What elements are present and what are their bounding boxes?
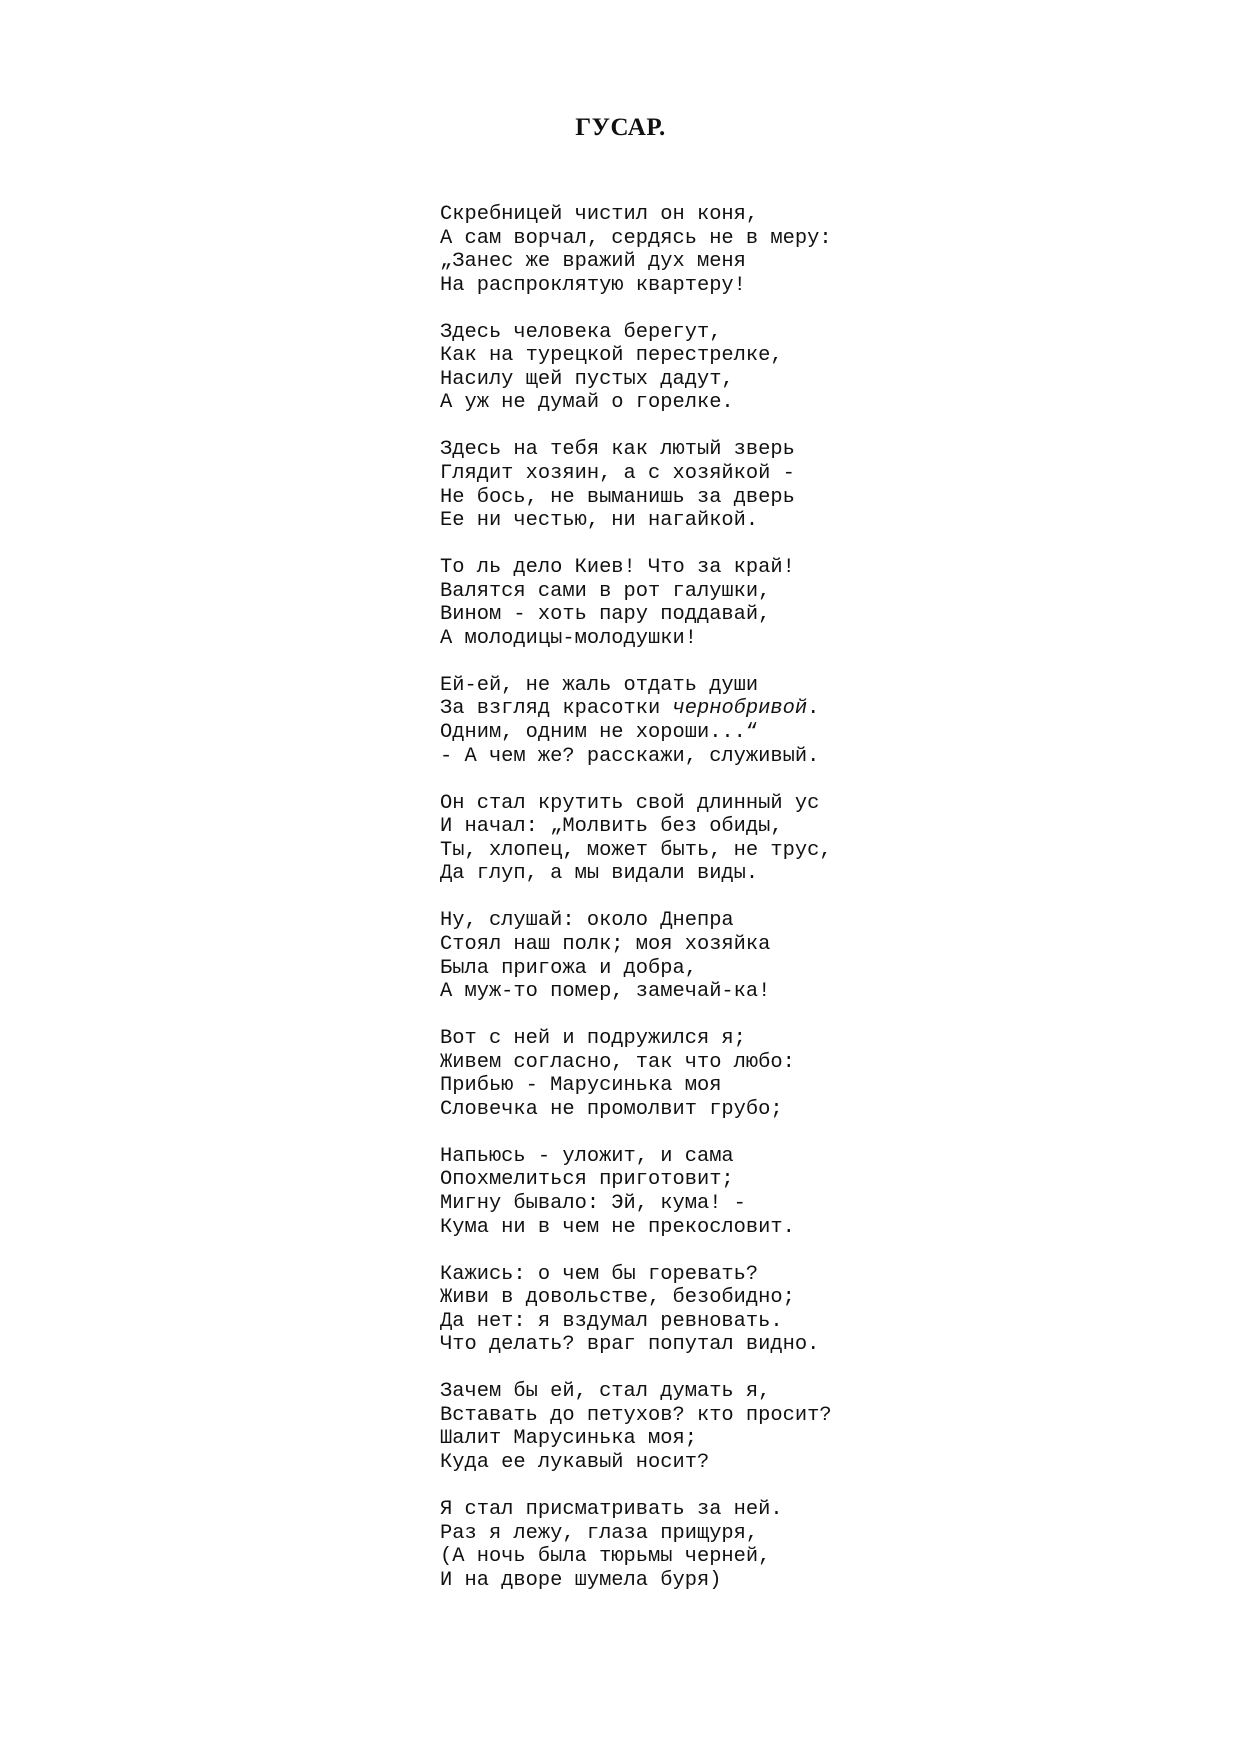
poem-line: [440, 933, 832, 957]
poem-line: [440, 909, 832, 933]
poem-line: [440, 862, 832, 886]
poem-line: [440, 1216, 832, 1240]
poem-line-text: Вином - хоть пару поддавай,: [440, 603, 771, 627]
poem-line: [440, 745, 832, 769]
poem-line: [440, 1168, 832, 1192]
poem-line: [440, 203, 832, 227]
poem-line: [440, 603, 832, 627]
stanza: [440, 909, 832, 1003]
poem-line-italic: чернобривой: [672, 697, 808, 721]
poem-line: [440, 1310, 832, 1334]
poem-line-text: И начал: „Молвить без обиды,: [440, 815, 783, 839]
poem-line-text: И на дворе шумела буря): [440, 1568, 722, 1592]
poem-line-text: Глядит хозяин, а с хозяйкой -: [440, 462, 795, 486]
poem-line: [440, 1074, 832, 1098]
poem-line-text: Была пригожа и добра,: [440, 956, 697, 980]
poem-line-text: Он стал крутить свой длинный ус: [440, 791, 820, 815]
poem-line: [440, 1451, 832, 1475]
poem-line: [440, 344, 832, 368]
poem-line: [440, 368, 832, 392]
poem-line: [440, 321, 832, 345]
poem-line: [440, 274, 832, 298]
poem-line-text: Куда ее лукавый носит?: [440, 1450, 710, 1474]
poem-line-text: Ты, хлопец, может быть, не трус,: [440, 838, 832, 862]
stanza: [440, 321, 832, 415]
poem-line-text: Живи в довольстве, безобидно;: [440, 1286, 795, 1310]
poem-line-text: Прибью - Марусинька моя: [440, 1074, 722, 1098]
poem-line-text: А молодицы-молодушки!: [440, 626, 697, 650]
poem-line: [440, 462, 832, 486]
poem-line-text: Стоял наш полк; моя хозяйка: [440, 932, 771, 956]
poem-line-text: Кума ни в чем не прекословит.: [440, 1215, 795, 1239]
poem-line: [440, 721, 832, 745]
poem-line: [440, 250, 832, 274]
stanza: [440, 438, 832, 532]
poem-line-text: Живем согласно, так что любо:: [440, 1050, 795, 1074]
poem-line-text: Как на турецкой перестрелке,: [440, 344, 783, 368]
poem-line: [440, 697, 832, 721]
poem-line: [440, 1192, 832, 1216]
poem-line-text: Да глуп, а мы видали виды.: [440, 862, 759, 886]
poem-line: [440, 1522, 832, 1546]
poem-line-text: Насилу щей пустых дадут,: [440, 367, 734, 391]
stanza: [440, 1380, 832, 1474]
poem-line-text: Раз я лежу, глаза прищуря,: [440, 1521, 759, 1545]
poem-line-text: Шалит Марусинька моя;: [440, 1427, 697, 1451]
poem-line: [440, 1380, 832, 1404]
poem-line: [440, 391, 832, 415]
poem-title: ГУСАР.: [575, 114, 666, 141]
poem-line: [440, 1427, 832, 1451]
stanza: [440, 203, 832, 297]
stanza: [440, 1498, 832, 1592]
poem-line: [440, 839, 832, 863]
poem-line-text: А уж не думай о горелке.: [440, 391, 734, 415]
poem-line-text: Ее ни честью, ни нагайкой.: [440, 509, 759, 533]
poem-line: [440, 556, 832, 580]
stanza: [440, 674, 832, 768]
poem-line: [440, 1098, 832, 1122]
poem-line-text: Вставать до петухов? кто просит?: [440, 1403, 832, 1427]
poem-line-text: Валятся сами в рот галушки,: [440, 579, 771, 603]
poem-line-text: Мигну бывало: Эй, кума! -: [440, 1191, 746, 1215]
poem-line: [440, 1569, 832, 1593]
stanza: [440, 1027, 832, 1121]
poem-line: [440, 1498, 832, 1522]
poem-line-text: Ну, слушай: около Днепра: [440, 909, 734, 933]
poem-line-text: Я стал присматривать за ней.: [440, 1498, 783, 1522]
poem-line-text: Что делать? враг попутал видно.: [440, 1333, 820, 1357]
poem-line: [440, 792, 832, 816]
poem-line: [440, 674, 832, 698]
poem-line-text: Напьюсь - уложит, и сама: [440, 1144, 734, 1168]
poem-line: [440, 627, 832, 651]
poem-line: [440, 1333, 832, 1357]
poem-line: [440, 957, 832, 981]
poem-line: [440, 486, 832, 510]
poem-line-text: Не бось, не выманишь за дверь: [440, 485, 795, 509]
poem-line: [440, 1545, 832, 1569]
poem-line: [440, 580, 832, 604]
poem-line: [440, 1263, 832, 1287]
poem-line: [440, 1145, 832, 1169]
poem-line: [440, 1027, 832, 1051]
poem-line-text: А муж-то помер, замечай-ка!: [440, 980, 771, 1004]
poem-line-text: Вот с ней и подружился я;: [440, 1027, 746, 1051]
stanza: [440, 1145, 832, 1239]
poem-line-text: - А чем же? расскажи, служивый.: [440, 744, 820, 768]
poem-line-text: Здесь на тебя как лютый зверь: [440, 438, 795, 462]
poem-line-text: Одним, одним не хороши...“: [440, 721, 759, 745]
poem-line-text: Здесь человека берегут,: [440, 320, 722, 344]
poem-line-text: (А ночь была тюрьмы черней,: [440, 1545, 771, 1569]
poem-line: [440, 815, 832, 839]
poem-line: [440, 980, 832, 1004]
poem-line-text: Словечка не промолвит грубо;: [440, 1097, 783, 1121]
poem-line-text: То ль дело Киев! Что за край!: [440, 556, 795, 580]
poem-line-text: На распроклятую квартеру!: [440, 273, 746, 297]
poem-line-text: Скребницей чистил он коня,: [440, 203, 759, 226]
poem-line: [440, 438, 832, 462]
stanza: [440, 1263, 832, 1357]
poem-line: [440, 1286, 832, 1310]
poem-body: [440, 203, 832, 1616]
poem-line-text: За взгляд красотки: [440, 697, 673, 721]
poem-line-tail: .: [807, 697, 820, 721]
poem-line-text: Да нет: я вздумал ревновать.: [440, 1309, 783, 1333]
poem-line-text: Зачем бы ей, стал думать я,: [440, 1380, 771, 1404]
poem-line-text: А сам ворчал, сердясь не в меру:: [440, 226, 832, 250]
poem-line-text: Кажись: о чем бы горевать?: [440, 1262, 759, 1286]
poem-line: [440, 509, 832, 533]
poem-line-text: Опохмелиться приготовит;: [440, 1168, 734, 1192]
poem-line-text: „Занес же вражий дух меня: [440, 250, 746, 274]
stanza: [440, 792, 832, 886]
poem-line-text: Ей-ей, не жаль отдать души: [440, 673, 759, 697]
stanza: [440, 556, 832, 650]
poem-line: [440, 227, 832, 251]
poem-line: [440, 1051, 832, 1075]
poem-line: [440, 1404, 832, 1428]
